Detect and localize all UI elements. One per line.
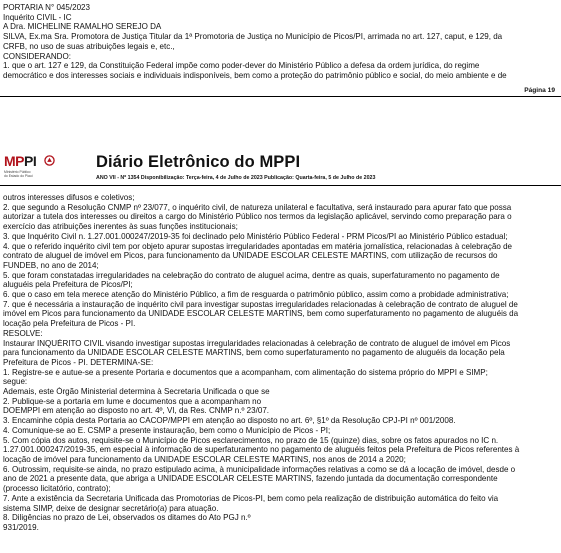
body-line: sistema SIMP, deixe de designar secretário(a) para atuação.: [3, 503, 219, 513]
body-line: 1.27.001.000247/2019-35, em especial à informação de superfaturamento no pagamento de aluguéis feitos pela Prefeitura de Picos referentes à: [3, 445, 520, 455]
logo-mp: MP: [4, 153, 24, 169]
emblem-icon: [44, 155, 55, 166]
body-line: 931/2019.: [3, 522, 39, 532]
body-line: 5. Com cópia dos autos, requisite-se o Município de Picos esclarecimentos, no prazo de 15 (quinze) dias, sobre os fatos apurados no IC n.: [3, 435, 499, 445]
text-line: CRFB, no uso de suas atribuições legais e, etc.,: [3, 41, 175, 51]
body-line: ano de 2021 a presente data, que abriga a UNIDADE ESCOLAR CELESTE MARTINS, fazendo juntada da documentação correspondente: [3, 474, 498, 484]
body-line: Prefeitura de Picos - PI. DETERMINA-SE:: [3, 357, 154, 367]
page-number: Página 19: [524, 87, 555, 94]
body-line: Ademais, este Órgão Ministerial determina à Secretaria Unificada o que se: [3, 387, 270, 397]
body-line: exercício das atribuições inerentes às suas funções institucionais;: [3, 222, 238, 232]
top-excerpt: [3, 3, 556, 81]
text-line: 1. que o art. 127 e 129, da Constituição Federal impõe como poder-dever do Ministério Público a defesa da ordem jurídica, do regime: [3, 61, 480, 71]
body-line: RESOLVE:: [3, 328, 43, 338]
body-line: para funcionamento da UNIDADE ESCOLAR CELESTE MARTINS, bem como superfaturamento no pagamento de aluguéis da locação pela: [3, 348, 505, 358]
body-line: aluguéis pela Prefeitura de Picos/PI;: [3, 280, 133, 290]
document-body: [3, 193, 556, 533]
body-line: 2. que segundo a Resolução CNMP nº 23/077, o inquérito civil, de natureza unilateral e facultativa, será instaurado para apurar fato que possa: [3, 202, 512, 212]
body-line: 4. que o referido inquérito civil tem por objeto apurar supostas irregularidades apontadas em matéria jornalística, relacionadas à celebração de: [3, 241, 513, 251]
logo-subtitle: Ministério Público do Estado do Piauí: [4, 170, 33, 178]
body-line: locação de imóvel para funcionamento da UNIDADE ESCOLAR CELESTE MARTINS, nos anos de 2014 a 2020;: [3, 454, 406, 464]
text-line: democrático e dos interesses sociais e individuais indisponíveis, bem como a proteção do patrimônio público e social, do meio ambiente e de: [3, 70, 507, 80]
body-line: 7. Ante a existência da Secretaria Unificada das Promotorias de Picos-PI, bem como pela realização de distribuição automática do feito via: [3, 493, 499, 503]
body-line: 5. que foram constatadas irregularidades na celebração do contrato de aluguel acima, dentre as quais, superfaturamento no pagamento de: [3, 270, 500, 280]
body-line: 2. Publique-se a portaria em lume e documentos que a acompanham no: [3, 396, 262, 406]
body-line: (processo licitatório, contrato);: [3, 484, 111, 494]
divider: [0, 185, 561, 186]
text-line: SILVA, Ex.ma Sra. Promotora de Justiça Titular da 1ª Promotoria de Justiça no Município de Picos/PI, arrimada no art. 127, caput, e 129, da: [3, 32, 503, 42]
body-line: contrato de aluguel de imóvel em Picos, para funcionamento da UNIDADE ESCOLAR CELESTE MARTINS, com utilização de recursos do: [3, 251, 498, 261]
promoter-name: A Dra. MICHELINE RAMALHO SEREJO DA: [3, 22, 162, 32]
body-line: 6. que o caso em tela merece atenção do Ministério Público, a fim de resguarda o patrimônio público, assim como a probidade administrativa;: [3, 290, 509, 300]
body-line: FUNDEB, no ano de 2014;: [3, 260, 99, 270]
inquerito-label: Inquérito CIVIL - IC: [3, 12, 72, 22]
body-line: 6. Outrossim, requisite-se ainda, no prazo estipulado acima, à municipalidade informações relativas a como se dá a locação de imóvel, desde o: [3, 464, 516, 474]
body-line: imóvel em Picos para funcionamento da UNIDADE ESCOLAR CELESTE MARTINS, bem como superfaturamento no pagamento de aluguéis da: [3, 309, 519, 319]
body-line: segue:: [3, 377, 28, 387]
body-line: DOEMPPI em atenção ao disposto no art. 4º, VI, da Res. CNMP n.º 23/07.: [3, 406, 270, 416]
body-line: 8. Diligências no prazo de Lei, observados os ditames do Ato PGJ n.º: [3, 513, 251, 523]
body-line: autorizar a tutela dos interesses ou direitos a cargo do Ministério Público nos termos da legislação aplicável, servindo como preparação para o: [3, 212, 512, 222]
considerando-heading: CONSIDERANDO:: [3, 51, 71, 61]
body-line: Instaurar INQUÉRITO CIVIL visando investigar supostas irregularidades relacionadas à celebração de contrato de aluguel de imóvel em Picos: [3, 338, 511, 348]
mppi-logo: [4, 153, 64, 185]
body-line: locação pela Prefeitura de Picos - PI.: [3, 319, 136, 329]
body-line: 7. que é necessária a instauração de inquérito civil para investigar supostas irregularidades relacionadas à celebração de contrato de aluguel de: [3, 299, 518, 309]
logo-pi: PI: [24, 153, 37, 169]
divider: [0, 96, 561, 97]
edition-info: ANO VII - Nº 1354 Disponibilização: Terça-feira, 4 de Julho de 2023 Publicação: Quarta-feira, 5 de Julho de 2023: [96, 175, 376, 181]
portaria-number: PORTARIA N° 045/2023: [3, 3, 91, 12]
body-line: outros interesses difusos e coletivos;: [3, 193, 135, 202]
body-line: 3. Encaminhe cópia desta Portaria ao CACOP/MPPI em atenção ao disposto no art. 6º, §1º da Resolução CPJ-PI nº 001/2008.: [3, 416, 456, 426]
journal-title: Diário Eletrônico do MPPI: [96, 153, 301, 171]
body-line: 3. que Inquérito Civil n. 1.27.001.000247/2019-35 foi declinado pelo Ministério Público Federal - PRM Picos/PI ao Ministério Público estadual;: [3, 231, 508, 241]
body-line: 1. Registre-se e autue-se a presente Portaria e documentos que a acompanham, com alimentação do sistema próprio do MPPI e SIMP;: [3, 367, 488, 377]
body-line: 4. Comunique-se ao E. CSMP a presente instauração, bem como o Município de Picos - PI;: [3, 425, 331, 435]
